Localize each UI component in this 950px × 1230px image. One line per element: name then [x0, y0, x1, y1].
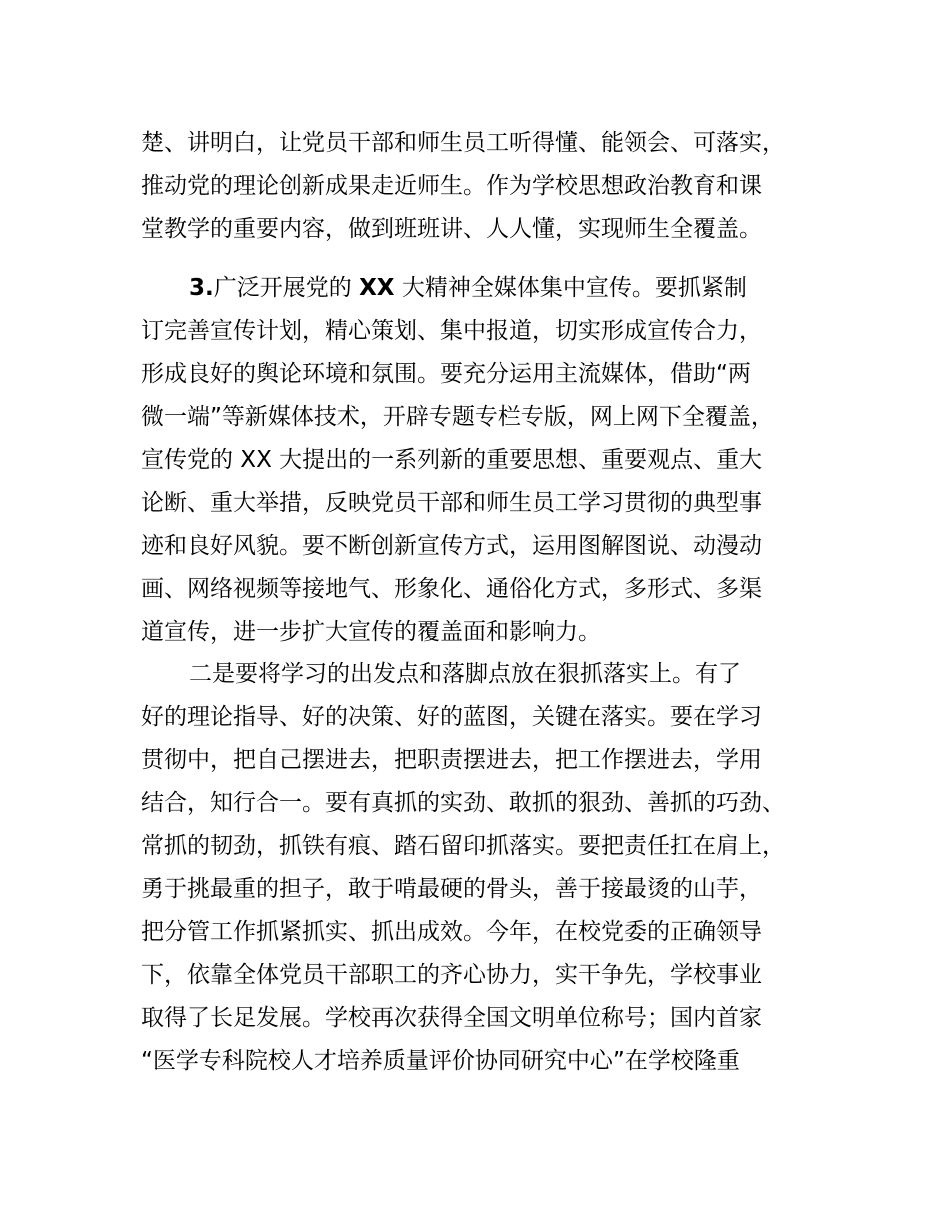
paragraph-first-line: 二是要将学习的出发点和落脚点放在狠抓落实上。有了: [189, 661, 741, 687]
text-line: 画、网络视频等接地气、形象化、通俗化方式，多形式、多渠: [141, 576, 762, 602]
paragraph-2: [141, 267, 841, 654]
text-line: 贯彻中，把自己摆进去，把职责摆进去，把工作摆进去，学用: [141, 747, 762, 773]
text-line: 下，依靠全体党员干部职工的齐心协力，实干争先，学校事业: [141, 962, 762, 988]
text-line: 取得了长足发展。学校再次获得全国文明单位称号；国内首家: [141, 1005, 762, 1031]
text-line: 堂教学的重要内容，做到班班讲、人人懂，实现师生全覆盖。: [141, 216, 762, 242]
heading-xx: XX: [359, 275, 395, 301]
text-line: 道宣传，进一步扩大宣传的覆盖面和影响力。: [141, 619, 601, 645]
text-line: 迹和良好风貌。要不断创新宣传方式，运用图解图说、动漫动: [141, 533, 762, 559]
text-line: 微一端”等新媒体技术，开辟专题专栏专版，网上网下全覆盖，: [141, 404, 774, 430]
paragraph-3: [141, 653, 841, 1083]
text-line: 好的理论指导、好的决策、好的蓝图，关键在落实。要在学习: [141, 704, 762, 730]
paragraph-1: [141, 122, 841, 251]
text-line: 订完善宣传计划，精心策划、集中报道，切实形成宣传合力，: [141, 318, 762, 344]
text-line: 论断、重大举措，反映党员干部和师生员工学习贯彻的典型事: [141, 490, 762, 516]
heading-number: 3.: [189, 275, 214, 301]
heading-text-a: 广泛开展党的: [213, 275, 352, 301]
text-line: 结合，知行合一。要有真抓的实劲、敢抓的狠劲、善抓的巧劲、: [141, 790, 785, 816]
text-line: 把分管工作抓紧抓实、抓出成效。今年，在校党委的正确领导: [141, 919, 762, 945]
text-line: 楚、讲明白，让党员干部和师生员工听得懂、能领会、可落实，: [141, 130, 785, 156]
section-heading-line: [141, 267, 841, 310]
text-line: 常抓的韧劲，抓铁有痕、踏石留印抓落实。要把责任扛在肩上，: [141, 833, 785, 859]
heading-text-b: 大精神全媒体集中宣传。要抓紧制: [401, 275, 747, 301]
text-line: 宣传党的 XX 大提出的一系列新的重要思想、重要观点、重大: [141, 447, 763, 473]
text-line: 勇于挑最重的担子，敢于啃最硬的骨头，善于接最烫的山芋，: [141, 876, 762, 902]
text-line: “医学专科院校人才培养质量评价协同研究中心”在学校隆重: [141, 1048, 740, 1074]
text-line: 推动党的理论创新成果走近师生。作为学校思想政治教育和课: [141, 173, 762, 199]
text-line: 形成良好的舆论环境和氛围。要充分运用主流媒体，借助“两: [141, 361, 751, 387]
